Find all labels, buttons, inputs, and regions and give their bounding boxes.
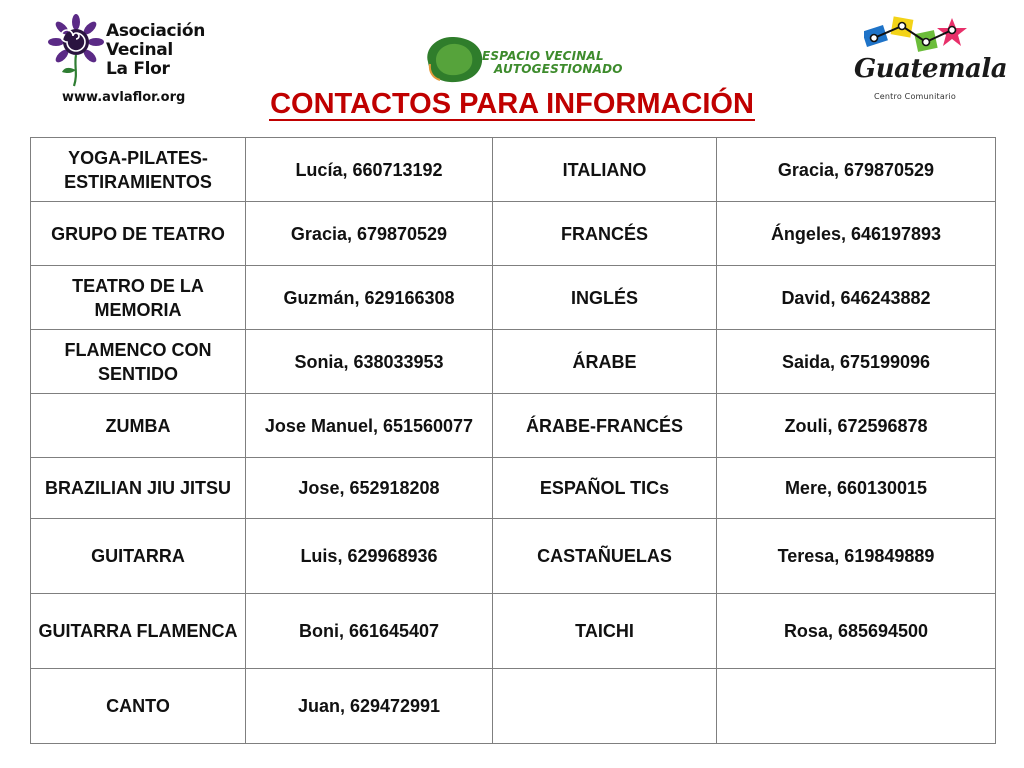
contact-cell: Teresa, 619849889 [717,519,996,594]
espacio-vecinal-text [482,50,623,76]
activity-cell: TEATRO DE LA MEMORIA [31,266,246,330]
activity-cell [493,669,717,744]
org-website: www.avlaflor.org [62,90,186,105]
activity-cell: CANTO [31,669,246,744]
page-title-text: CONTACTOS PARA INFORMACIÓN [270,88,754,120]
activity-cell: ZUMBA [31,394,246,458]
activity-cell: BRAZILIAN JIU JITSU [31,458,246,519]
table-row [31,519,996,594]
table-row [31,594,996,669]
espacio-vecinal-logo [420,34,623,88]
table-row [31,458,996,519]
activity-cell: FRANCÉS [493,202,717,266]
flower-spiral-icon [48,14,104,88]
table-row [31,202,996,266]
contact-cell: Boni, 661645407 [246,594,493,669]
contact-cell: Rosa, 685694500 [717,594,996,669]
activity-cell: ÁRABE-FRANCÉS [493,394,717,458]
org-name [106,22,205,79]
guatemala-subtitle: Centro Comunitario [874,92,956,101]
green-blob-icon [420,34,486,84]
guatemala-name: Guatemala [854,54,1008,84]
espacio-line: AUTOGESTIONADO [494,62,623,76]
contact-cell: Ángeles, 646197893 [717,202,996,266]
colorful-shapes-icon [864,16,968,56]
org-name-line: Asociación [106,21,206,41]
activity-cell: TAICHI [493,594,717,669]
table-row [31,138,996,202]
contact-cell: Zouli, 672596878 [717,394,996,458]
contact-cell: Jose, 652918208 [246,458,493,519]
table-row [31,330,996,394]
contact-cell: Luis, 629968936 [246,519,493,594]
contact-cell: Mere, 660130015 [717,458,996,519]
activity-cell: CASTAÑUELAS [493,519,717,594]
contact-cell: Juan, 629472991 [246,669,493,744]
activity-cell: ESPAÑOL TICs [493,458,717,519]
activity-cell: GUITARRA FLAMENCA [31,594,246,669]
table-row [31,266,996,330]
activity-cell: INGLÉS [493,266,717,330]
contact-cell: Gracia, 679870529 [717,138,996,202]
contact-cell: Saida, 675199096 [717,330,996,394]
activity-cell: GUITARRA [31,519,246,594]
espacio-line: ESPACIO VECINAL [482,49,604,63]
activity-cell: GRUPO DE TEATRO [31,202,246,266]
contact-cell: Sonia, 638033953 [246,330,493,394]
contact-cell: Jose Manuel, 651560077 [246,394,493,458]
org-name-line: Vecinal [106,40,173,60]
table-row [31,394,996,458]
activity-cell: ITALIANO [493,138,717,202]
activity-cell: YOGA-PILATES-ESTIRAMIENTOS [31,138,246,202]
contact-cell: Guzmán, 629166308 [246,266,493,330]
activity-cell: ÁRABE [493,330,717,394]
contact-cell: Gracia, 679870529 [246,202,493,266]
table-row [31,669,996,744]
page-title [0,87,1024,121]
contact-cell [717,669,996,744]
activity-cell: FLAMENCO CON SENTIDO [31,330,246,394]
org-name-line: La Flor [106,59,170,79]
contact-cell: David, 646243882 [717,266,996,330]
contact-cell: Lucía, 660713192 [246,138,493,202]
contacts-table [30,137,996,744]
